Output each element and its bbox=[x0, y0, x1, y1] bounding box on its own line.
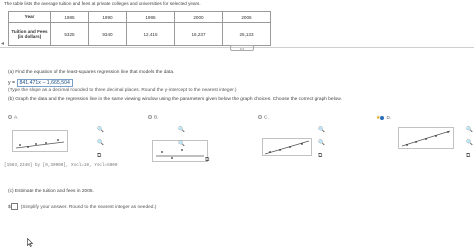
part-a-prompt: (a) Find the equation of the least-squares regression line that models the data. bbox=[8, 70, 175, 75]
table-row-years bbox=[9, 12, 271, 23]
part-c-prompt: (c) Estimate the tuition and fees in 2005. bbox=[8, 189, 94, 194]
fee-cell: 25,133 bbox=[223, 23, 271, 46]
mouse-cursor-icon bbox=[27, 238, 33, 247]
option-a-label: A. bbox=[14, 115, 19, 121]
part-c-hint: (Simplify your answer. Round to the nearest integer as needed.) bbox=[20, 204, 157, 210]
popout-icon[interactable]: ⧉ bbox=[205, 157, 210, 163]
part-b-prompt: (b) Graph the data and the regression line in the same viewing window using the parameters given below the graph choices. Choose the correct graph below. bbox=[8, 97, 342, 102]
equation-row bbox=[8, 79, 73, 87]
option-c[interactable] bbox=[258, 115, 269, 120]
popout-icon[interactable]: ⧉ bbox=[466, 153, 471, 159]
option-d-label: D. bbox=[386, 116, 392, 121]
option-b[interactable] bbox=[148, 115, 159, 120]
graph-c bbox=[262, 138, 312, 156]
header-year: Year bbox=[9, 12, 51, 23]
year-cell: 2006 bbox=[223, 12, 271, 23]
zoom-in-icon[interactable]: 🔍 bbox=[466, 127, 473, 133]
star-icon: ★ bbox=[376, 115, 381, 121]
year-cell: 2000 bbox=[175, 12, 223, 23]
option-c-label: C. bbox=[264, 115, 269, 121]
currency-symbol: $ bbox=[8, 204, 11, 210]
data-table bbox=[8, 11, 271, 46]
header-fees: Tuition and Fees (in dollars) bbox=[9, 23, 51, 46]
zoom-out-icon[interactable]: 🔍 bbox=[178, 141, 185, 147]
option-b-label: B. bbox=[154, 115, 159, 121]
fee-cell: 12,415 bbox=[127, 23, 175, 46]
option-b-radio[interactable] bbox=[148, 115, 152, 119]
graph-a bbox=[12, 130, 68, 152]
zoom-out-icon[interactable]: 🔍 bbox=[97, 140, 104, 146]
year-cell: 1985 bbox=[51, 12, 89, 23]
estimate-answer-field[interactable] bbox=[11, 203, 18, 210]
zoom-out-icon[interactable]: 🔍 bbox=[318, 140, 325, 146]
equation-answer-field[interactable]: 841.471x − 1,665,504 bbox=[17, 79, 73, 87]
zoom-in-icon[interactable]: 🔍 bbox=[97, 127, 104, 133]
popout-icon[interactable]: ⧉ bbox=[97, 153, 102, 159]
intro-text: The table lists the average tuition and fees at private colleges and universities for selected years. bbox=[4, 1, 201, 6]
option-d-radio[interactable] bbox=[380, 116, 384, 120]
fee-cell: 16,237 bbox=[175, 23, 223, 46]
more-button[interactable]: ••• bbox=[230, 45, 254, 51]
equation-prefix: y = bbox=[8, 80, 16, 86]
zoom-in-icon[interactable]: 🔍 bbox=[178, 127, 185, 133]
fee-cell: 9340 bbox=[89, 23, 127, 46]
window-parameters: [1983,2340] by [0,30000], Xscl=10, Yscl=5000 bbox=[4, 163, 118, 168]
table-row-fees bbox=[9, 23, 271, 46]
option-a-radio[interactable] bbox=[8, 115, 12, 119]
zoom-in-icon[interactable]: 🔍 bbox=[318, 127, 325, 133]
zoom-out-icon[interactable]: 🔍 bbox=[466, 140, 473, 146]
part-c-answer-row bbox=[8, 203, 156, 210]
part-a-hint: (Type the slope as a decimal rounded to three decimal places. Round the y-intercept to the nearest integer.) bbox=[8, 88, 237, 93]
popout-icon[interactable]: ⧉ bbox=[318, 153, 323, 159]
year-cell: 1995 bbox=[127, 12, 175, 23]
year-cell: 1990 bbox=[89, 12, 127, 23]
option-d[interactable] bbox=[376, 115, 391, 121]
graph-d bbox=[398, 127, 454, 149]
option-a[interactable] bbox=[8, 115, 19, 120]
option-c-radio[interactable] bbox=[258, 115, 262, 119]
fee-cell: 5325 bbox=[51, 23, 89, 46]
back-arrow-icon[interactable]: ◂ bbox=[1, 41, 5, 47]
